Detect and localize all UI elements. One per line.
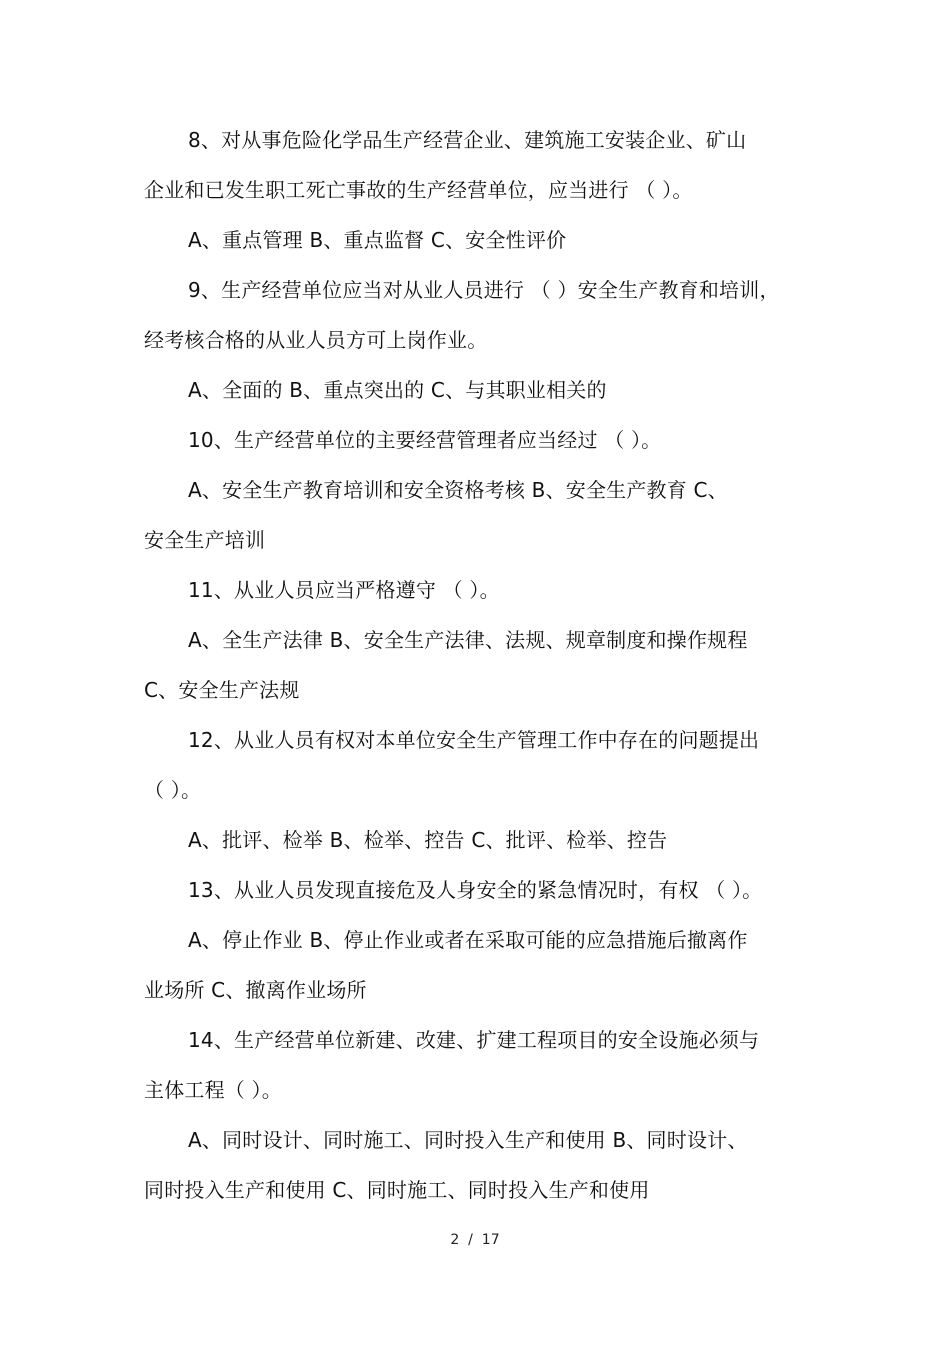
question-9-line-2: 经考核合格的从业人员方可上岗作业。 (144, 328, 488, 352)
question-9-options: A、全面的 B、重点突出的 C、与其职业相关的 (188, 378, 607, 402)
question-13-options-line-2: 业场所 C、撤离作业场所 (144, 978, 367, 1002)
question-10-options-line-2: 安全生产培训 (144, 528, 266, 552)
question-11-options-line-1: A、全生产法律 B、安全生产法律、法规、规章制度和操作规程 (188, 628, 748, 652)
question-13-line-1: 13、从业人员发现直接危及人身安全的紧急情况时，有权 （ ）。 (188, 878, 763, 902)
question-12-options: A、批评、检举 B、检举、控告 C、批评、检举、控告 (188, 828, 668, 852)
question-8-options: A、重点管理 B、重点监督 C、安全性评价 (188, 228, 567, 252)
question-10-options-line-1: A、安全生产教育培训和安全资格考核 B、安全生产教育 C、 (188, 478, 728, 502)
question-14-line-2: 主体工程（ ）。 (144, 1078, 282, 1102)
question-10-line-1: 10、生产经营单位的主要经营管理者应当经过 （ ）。 (188, 428, 662, 452)
question-11-options-line-2: C、安全生产法规 (144, 678, 300, 702)
question-13-options-line-1: A、停止作业 B、停止作业或者在采取可能的应急措施后撤离作 (188, 928, 748, 952)
page-number: 2 / 17 (450, 1232, 500, 1248)
question-11-line-1: 11、从业人员应当严格遵守 （ ）。 (188, 578, 500, 602)
question-8-line-1: 8、对从事危险化学品生产经营企业、建筑施工安装企业、矿山 (188, 128, 747, 152)
question-9-line-1: 9、生产经营单位应当对从业人员进行 （ ）安全生产教育和培训， (188, 278, 780, 302)
question-12-line-2: （ ）。 (144, 778, 202, 802)
question-14-options-line-1: A、同时设计、同时施工、同时投入生产和使用 B、同时设计、 (188, 1128, 748, 1152)
question-14-line-1: 14、生产经营单位新建、改建、扩建工程项目的安全设施必须与 (188, 1028, 760, 1052)
question-14-options-line-2: 同时投入生产和使用 C、同时施工、同时投入生产和使用 (144, 1178, 650, 1202)
question-12-line-1: 12、从业人员有权对本单位安全生产管理工作中存在的问题提出 (188, 728, 760, 752)
question-8-line-2: 企业和已发生职工死亡事故的生产经营单位，应当进行 （ ）。 (144, 178, 693, 202)
